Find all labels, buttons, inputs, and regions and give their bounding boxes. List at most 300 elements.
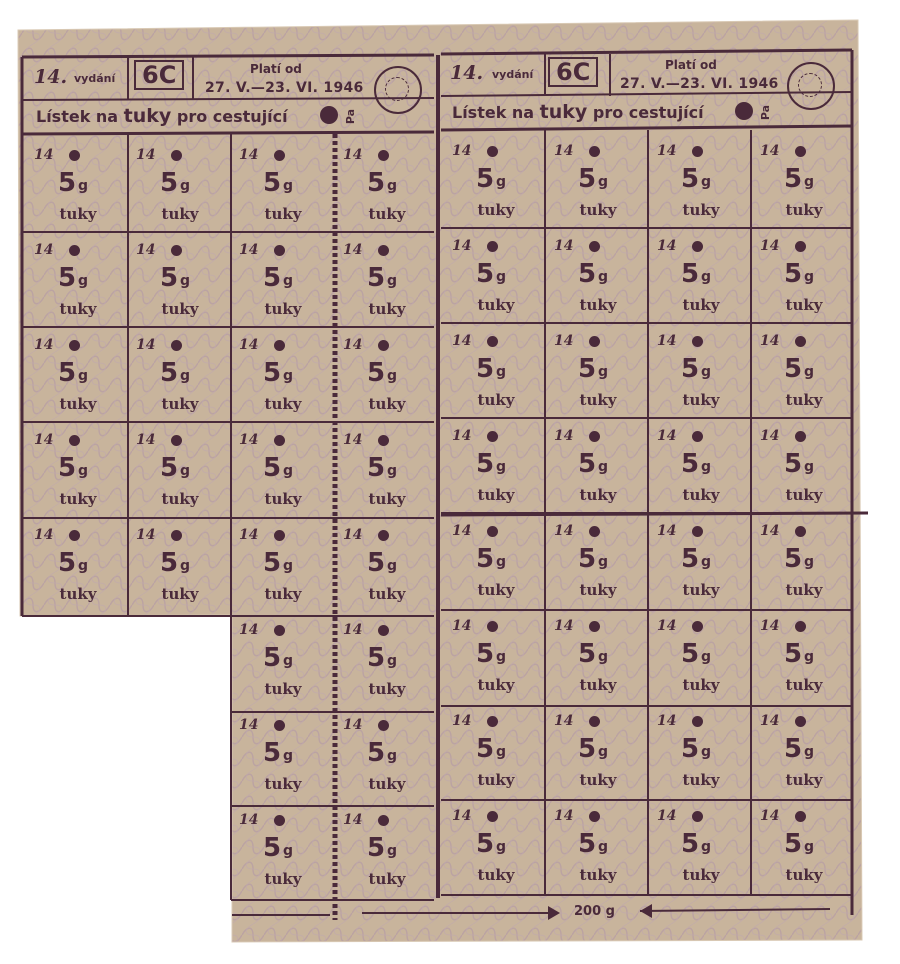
coupon-dot-mark xyxy=(69,340,80,351)
coupon-unit: g xyxy=(701,364,712,380)
coupon-issue-number: 14 xyxy=(657,618,677,634)
coupon-dot-mark xyxy=(692,621,703,632)
coupon-unit: g xyxy=(598,174,609,190)
coupon-unit: g xyxy=(701,269,712,285)
coupon-issue-number: 14 xyxy=(657,808,677,824)
coupon-amount: 5 xyxy=(681,544,700,574)
coupon-amount: 5 xyxy=(476,259,495,289)
coupon-dot-mark xyxy=(274,245,285,256)
coupon-dot-mark xyxy=(274,625,285,636)
ration-coupon xyxy=(28,427,128,519)
ration-coupon xyxy=(548,613,648,705)
ration-coupon xyxy=(548,803,648,895)
coupon-unit: g xyxy=(496,839,507,855)
coupon-amount: 5 xyxy=(263,833,282,863)
coupon-amount: 5 xyxy=(681,639,700,669)
ration-coupon xyxy=(651,138,751,230)
coupon-issue-number: 14 xyxy=(760,428,780,444)
ration-coupon xyxy=(651,803,751,895)
arrow-right-icon xyxy=(548,906,560,920)
ration-coupon xyxy=(754,613,854,705)
coupon-unit: g xyxy=(598,554,609,570)
coupon-issue-number: 14 xyxy=(239,622,259,638)
coupon-unit: g xyxy=(804,459,815,475)
ration-coupon xyxy=(754,518,854,610)
header-bottom-line xyxy=(441,126,852,130)
coupon-issue-number: 14 xyxy=(239,147,259,163)
coupon-label: tuky xyxy=(477,676,515,694)
coupon-issue-number: 14 xyxy=(760,333,780,349)
coupon-unit: g xyxy=(387,463,398,479)
ration-coupon xyxy=(548,138,648,230)
coupon-label: tuky xyxy=(682,201,720,219)
coupon-unit: g xyxy=(78,463,89,479)
coupon-issue-number: 14 xyxy=(760,523,780,539)
total-amount-label: 200 g xyxy=(574,904,615,919)
coupon-label: tuky xyxy=(785,486,823,504)
coupon-dot-mark xyxy=(795,146,806,157)
coupon-issue-number: 14 xyxy=(343,432,363,448)
valid-dates: 27. V.—23. VI. 1946 xyxy=(620,76,779,92)
coupon-amount: 5 xyxy=(681,829,700,859)
coupon-amount: 5 xyxy=(681,734,700,764)
coupon-dot-mark xyxy=(171,530,182,541)
coupon-unit: g xyxy=(283,368,294,384)
coupon-issue-number: 14 xyxy=(239,242,259,258)
ration-coupon xyxy=(28,142,128,234)
coupon-label: tuky xyxy=(264,300,302,318)
coupon-unit: g xyxy=(78,178,89,194)
coupon-label: tuky xyxy=(368,490,406,508)
coupon-issue-number: 14 xyxy=(343,337,363,353)
coupon-label: tuky xyxy=(579,581,617,599)
coupon-label: tuky xyxy=(682,866,720,884)
coupon-issue-number: 14 xyxy=(657,143,677,159)
coupon-amount: 5 xyxy=(476,734,495,764)
coupon-unit: g xyxy=(804,554,815,570)
coupon-unit: g xyxy=(387,843,398,859)
coupon-dot-mark xyxy=(589,526,600,537)
series-code: 6C xyxy=(548,57,598,87)
coupon-unit: g xyxy=(804,269,815,285)
coupon-issue-number: 14 xyxy=(554,808,574,824)
coupon-dot-mark xyxy=(795,811,806,822)
ration-coupon xyxy=(233,142,333,234)
coupon-issue-number: 14 xyxy=(136,527,156,543)
side-mark: Pa xyxy=(759,104,773,121)
coupon-amount: 5 xyxy=(476,639,495,669)
coupon-dot-mark xyxy=(795,336,806,347)
coupon-label: tuky xyxy=(579,676,617,694)
coupon-issue-number: 14 xyxy=(343,242,363,258)
ration-coupon xyxy=(548,233,648,325)
coupon-unit: g xyxy=(283,748,294,764)
coupon-issue-number: 14 xyxy=(343,147,363,163)
coupon-issue-number: 14 xyxy=(343,717,363,733)
coupon-label: tuky xyxy=(785,581,823,599)
header-dot-mark xyxy=(320,106,338,124)
coupon-dot-mark xyxy=(692,716,703,727)
coupon-amount: 5 xyxy=(263,453,282,483)
coupon-unit: g xyxy=(78,273,89,289)
coupon-dot-mark xyxy=(378,815,389,826)
coupon-label: tuky xyxy=(161,395,199,413)
coupon-unit: g xyxy=(180,273,191,289)
ration-coupon xyxy=(337,142,437,234)
coupon-amount: 5 xyxy=(58,168,77,198)
ration-coupon xyxy=(548,328,648,420)
coupon-dot-mark xyxy=(795,241,806,252)
coupon-issue-number: 14 xyxy=(760,143,780,159)
coupon-issue-number: 14 xyxy=(136,337,156,353)
coupon-amount: 5 xyxy=(160,548,179,578)
coupon-amount: 5 xyxy=(578,259,597,289)
coupon-issue-number: 14 xyxy=(452,143,472,159)
coupon-issue-number: 14 xyxy=(554,238,574,254)
ration-coupon xyxy=(754,803,854,895)
coupon-label: tuky xyxy=(477,201,515,219)
ration-coupon xyxy=(233,522,333,614)
coupon-issue-number: 14 xyxy=(452,428,472,444)
coupon-amount: 5 xyxy=(367,643,386,673)
coupon-unit: g xyxy=(598,459,609,475)
coupon-label: tuky xyxy=(59,490,97,508)
coupon-dot-mark xyxy=(378,245,389,256)
coupon-amount: 5 xyxy=(784,544,803,574)
coupon-dot-mark xyxy=(274,150,285,161)
coupon-dot-mark xyxy=(69,245,80,256)
coupon-unit: g xyxy=(598,649,609,665)
ration-coupon xyxy=(337,427,437,519)
coupon-issue-number: 14 xyxy=(452,713,472,729)
coupon-unit: g xyxy=(598,269,609,285)
coupon-label: tuky xyxy=(59,585,97,603)
coupon-dot-mark xyxy=(795,716,806,727)
coupon-label: tuky xyxy=(368,775,406,793)
coupon-amount: 5 xyxy=(681,354,700,384)
coupon-amount: 5 xyxy=(784,449,803,479)
arrow-left-icon xyxy=(640,904,652,918)
coupon-amount: 5 xyxy=(578,639,597,669)
coupon-dot-mark xyxy=(487,146,498,157)
coupon-issue-number: 14 xyxy=(34,337,54,353)
coupon-label: tuky xyxy=(579,486,617,504)
coupon-issue-number: 14 xyxy=(239,717,259,733)
edition-word: vydání xyxy=(492,68,534,81)
coupon-issue-number: 14 xyxy=(657,238,677,254)
coupon-unit: g xyxy=(701,744,712,760)
coupon-label: tuky xyxy=(368,585,406,603)
edition-word: vydání xyxy=(74,72,116,85)
coupon-unit: g xyxy=(701,459,712,475)
coupon-label: tuky xyxy=(161,300,199,318)
coupon-issue-number: 14 xyxy=(239,812,259,828)
coupon-issue-number: 14 xyxy=(554,333,574,349)
coupon-dot-mark xyxy=(274,435,285,446)
coupon-label: tuky xyxy=(785,201,823,219)
coupon-amount: 5 xyxy=(263,738,282,768)
ration-coupon xyxy=(337,237,437,329)
coupon-amount: 5 xyxy=(58,263,77,293)
coupon-amount: 5 xyxy=(476,829,495,859)
coupon-amount: 5 xyxy=(160,168,179,198)
coupon-issue-number: 14 xyxy=(760,238,780,254)
coupon-amount: 5 xyxy=(58,453,77,483)
coupon-dot-mark xyxy=(69,435,80,446)
ration-coupon xyxy=(337,712,437,804)
coupon-issue-number: 14 xyxy=(452,808,472,824)
ration-coupon xyxy=(337,522,437,614)
coupon-dot-mark xyxy=(795,431,806,442)
coupon-label: tuky xyxy=(477,581,515,599)
ration-coupon xyxy=(446,423,546,515)
coupon-amount: 5 xyxy=(263,358,282,388)
coupon-unit: g xyxy=(496,174,507,190)
coupon-amount: 5 xyxy=(578,734,597,764)
coupon-label: tuky xyxy=(368,870,406,888)
coupon-unit: g xyxy=(78,368,89,384)
ration-coupon xyxy=(651,328,751,420)
coupon-amount: 5 xyxy=(681,259,700,289)
coupon-dot-mark xyxy=(487,526,498,537)
coupon-dot-mark xyxy=(378,625,389,636)
coupon-label: tuky xyxy=(264,585,302,603)
ration-coupon xyxy=(548,708,648,800)
coupon-amount: 5 xyxy=(367,453,386,483)
title-prefix: Lístek na xyxy=(452,103,540,122)
coupon-dot-mark xyxy=(274,340,285,351)
coupon-label: tuky xyxy=(161,490,199,508)
coupon-dot-mark xyxy=(692,336,703,347)
title-emphasis: tuky xyxy=(539,101,588,123)
coupon-issue-number: 14 xyxy=(239,432,259,448)
coupon-amount: 5 xyxy=(160,453,179,483)
coupon-unit: g xyxy=(496,364,507,380)
coupon-unit: g xyxy=(496,554,507,570)
coupon-issue-number: 14 xyxy=(657,333,677,349)
ration-coupon xyxy=(754,328,854,420)
ration-coupon xyxy=(337,807,437,899)
coupon-issue-number: 14 xyxy=(657,428,677,444)
coupon-label: tuky xyxy=(161,585,199,603)
ration-coupon xyxy=(337,617,437,709)
coupon-label: tuky xyxy=(161,205,199,223)
coupon-amount: 5 xyxy=(367,263,386,293)
coupon-dot-mark xyxy=(171,150,182,161)
card-border xyxy=(441,50,852,54)
ration-coupon xyxy=(651,708,751,800)
official-seal-stamp xyxy=(787,62,835,110)
coupon-amount: 5 xyxy=(367,738,386,768)
coupon-dot-mark xyxy=(69,150,80,161)
coupon-amount: 5 xyxy=(476,354,495,384)
coupon-unit: g xyxy=(387,558,398,574)
series-code: 6C xyxy=(134,60,184,90)
coupon-dot-mark xyxy=(378,720,389,731)
coupon-dot-mark xyxy=(487,621,498,632)
coupon-label: tuky xyxy=(579,771,617,789)
coupon-amount: 5 xyxy=(160,263,179,293)
coupon-issue-number: 14 xyxy=(136,432,156,448)
coupon-dot-mark xyxy=(274,815,285,826)
coupon-dot-mark xyxy=(69,530,80,541)
coupon-amount: 5 xyxy=(476,544,495,574)
ration-coupon xyxy=(130,427,230,519)
valid-label: Platí od xyxy=(665,58,717,72)
edition-number: 14. xyxy=(450,62,484,84)
coupon-amount: 5 xyxy=(367,168,386,198)
coupon-dot-mark xyxy=(692,241,703,252)
coupon-unit: g xyxy=(598,839,609,855)
coupon-issue-number: 14 xyxy=(343,527,363,543)
coupon-unit: g xyxy=(78,558,89,574)
coupon-issue-number: 14 xyxy=(554,523,574,539)
coupon-amount: 5 xyxy=(263,643,282,673)
card-border xyxy=(22,55,434,57)
coupon-unit: g xyxy=(283,273,294,289)
coupon-amount: 5 xyxy=(476,164,495,194)
ration-coupon xyxy=(651,233,751,325)
coupon-label: tuky xyxy=(682,486,720,504)
coupon-unit: g xyxy=(804,174,815,190)
coupon-unit: g xyxy=(701,174,712,190)
coupon-dot-mark xyxy=(589,241,600,252)
ration-coupon xyxy=(754,423,854,515)
coupon-unit: g xyxy=(804,744,815,760)
valid-dates: 27. V.—23. VI. 1946 xyxy=(205,80,364,96)
coupon-unit: g xyxy=(387,748,398,764)
title-suffix: pro cestující xyxy=(171,107,288,126)
coupon-label: tuky xyxy=(579,201,617,219)
coupon-label: tuky xyxy=(368,205,406,223)
coupon-label: tuky xyxy=(264,775,302,793)
ration-coupon xyxy=(130,332,230,424)
coupon-label: tuky xyxy=(477,391,515,409)
coupon-unit: g xyxy=(180,558,191,574)
coupon-dot-mark xyxy=(487,336,498,347)
coupon-dot-mark xyxy=(378,340,389,351)
coupon-dot-mark xyxy=(692,526,703,537)
coupon-issue-number: 14 xyxy=(452,618,472,634)
coupon-label: tuky xyxy=(785,866,823,884)
coupon-dot-mark xyxy=(274,720,285,731)
official-seal-stamp xyxy=(374,66,422,114)
coupon-label: tuky xyxy=(368,395,406,413)
header-bottom-line xyxy=(22,132,434,134)
coupon-amount: 5 xyxy=(367,548,386,578)
coupon-unit: g xyxy=(496,649,507,665)
coupon-dot-mark xyxy=(795,621,806,632)
title-prefix: Lístek na xyxy=(36,107,124,126)
coupon-label: tuky xyxy=(785,771,823,789)
coupon-amount: 5 xyxy=(784,354,803,384)
coupon-dot-mark xyxy=(589,621,600,632)
coupon-label: tuky xyxy=(264,205,302,223)
coupon-amount: 5 xyxy=(784,829,803,859)
ration-coupon xyxy=(754,138,854,230)
coupon-unit: g xyxy=(804,364,815,380)
coupon-dot-mark xyxy=(589,811,600,822)
coupon-issue-number: 14 xyxy=(554,143,574,159)
coupon-dot-mark xyxy=(692,146,703,157)
ration-coupon xyxy=(233,332,333,424)
coupon-unit: g xyxy=(283,463,294,479)
coupon-amount: 5 xyxy=(58,548,77,578)
total-arrow-line xyxy=(640,909,830,911)
coupon-issue-number: 14 xyxy=(657,713,677,729)
coupon-unit: g xyxy=(598,364,609,380)
coupon-amount: 5 xyxy=(784,259,803,289)
coupon-issue-number: 14 xyxy=(452,333,472,349)
ration-coupon xyxy=(446,518,546,610)
coupon-unit: g xyxy=(387,178,398,194)
coupon-unit: g xyxy=(180,368,191,384)
coupon-dot-mark xyxy=(589,146,600,157)
coupon-amount: 5 xyxy=(263,548,282,578)
ration-coupon xyxy=(233,427,333,519)
title-emphasis: tuky xyxy=(123,105,172,127)
ration-coupon xyxy=(446,138,546,230)
coupon-unit: g xyxy=(283,843,294,859)
coupon-label: tuky xyxy=(59,395,97,413)
coupon-dot-mark xyxy=(274,530,285,541)
ration-coupon xyxy=(446,803,546,895)
ration-coupon xyxy=(130,142,230,234)
coupon-label: tuky xyxy=(785,391,823,409)
coupon-issue-number: 14 xyxy=(343,622,363,638)
coupon-unit: g xyxy=(283,653,294,669)
coupon-issue-number: 14 xyxy=(34,147,54,163)
coupon-unit: g xyxy=(180,178,191,194)
coupon-issue-number: 14 xyxy=(760,618,780,634)
coupon-unit: g xyxy=(387,273,398,289)
coupon-label: tuky xyxy=(785,676,823,694)
coupon-issue-number: 14 xyxy=(34,242,54,258)
coupon-unit: g xyxy=(496,459,507,475)
coupon-label: tuky xyxy=(682,771,720,789)
coupon-label: tuky xyxy=(264,680,302,698)
coupon-amount: 5 xyxy=(58,358,77,388)
ration-coupon xyxy=(754,708,854,800)
coupon-amount: 5 xyxy=(578,829,597,859)
coupon-dot-mark xyxy=(487,811,498,822)
coupon-dot-mark xyxy=(589,431,600,442)
coupon-unit: g xyxy=(701,649,712,665)
coupon-dot-mark xyxy=(378,435,389,446)
coupon-label: tuky xyxy=(785,296,823,314)
coupon-amount: 5 xyxy=(784,164,803,194)
coupon-issue-number: 14 xyxy=(34,527,54,543)
coupon-dot-mark xyxy=(487,241,498,252)
coupon-label: tuky xyxy=(59,300,97,318)
coupon-amount: 5 xyxy=(681,449,700,479)
coupon-amount: 5 xyxy=(476,449,495,479)
header-dot-mark xyxy=(735,102,753,120)
ration-coupon xyxy=(651,518,751,610)
valid-label: Platí od xyxy=(250,62,302,76)
coupon-label: tuky xyxy=(477,866,515,884)
coupon-dot-mark xyxy=(378,530,389,541)
coupon-label: tuky xyxy=(59,205,97,223)
coupon-label: tuky xyxy=(682,296,720,314)
coupon-dot-mark xyxy=(692,811,703,822)
coupon-amount: 5 xyxy=(578,544,597,574)
ration-coupon xyxy=(651,423,751,515)
coupon-dot-mark xyxy=(171,245,182,256)
coupon-dot-mark xyxy=(171,340,182,351)
coupon-label: tuky xyxy=(682,676,720,694)
coupon-amount: 5 xyxy=(681,164,700,194)
